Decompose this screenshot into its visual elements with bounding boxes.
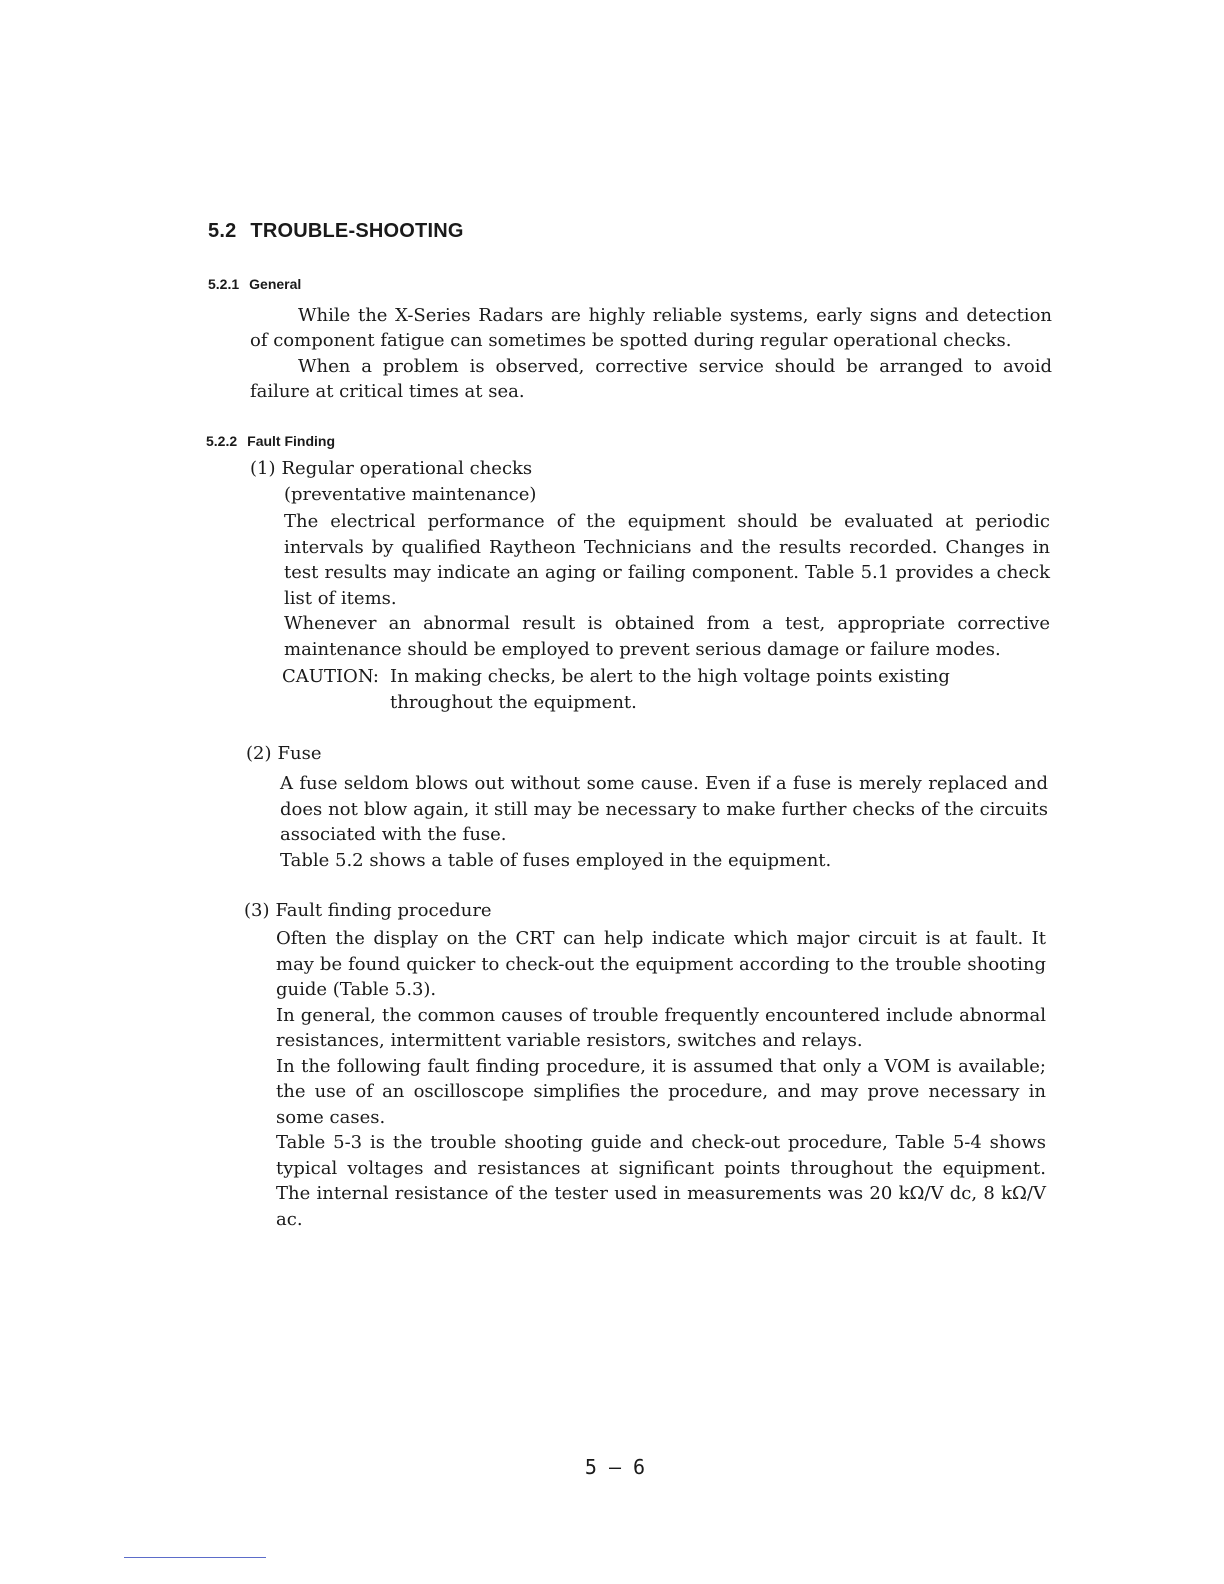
section-title: TROUBLE-SHOOTING: [250, 220, 464, 242]
item-number: (2): [246, 743, 272, 764]
section-heading: [208, 220, 464, 243]
item-number: (1): [250, 458, 276, 479]
caution-label: CAUTION:: [282, 666, 379, 687]
item-paragraph: In the following fault finding procedure, it is assumed that only a VOM is available; the use of an oscilloscope simplifies the procedure, and may prove necessary in some cases.: [276, 1055, 1046, 1128]
item-paragraph: In general, the common causes of trouble frequently encountered include abnormal resistances, intermittent variable resistors, switches and relays.: [276, 1004, 1046, 1051]
item-number: (3): [244, 900, 270, 921]
item-title: [244, 898, 492, 923]
subsection-heading-fault-finding: [206, 433, 335, 449]
item-paragraph: A fuse seldom blows out without some cause. Even if a fuse is merely replaced and does not blow again, it still may be necessary to make further checks of the circuits associated with the fuse.: [280, 773, 1048, 845]
item-paragraph: Whenever an abnormal result is obtained from a test, appropriate corrective maintenance should be employed to prevent serious damage or failure modes.: [284, 613, 1050, 660]
item-body: [284, 509, 1050, 662]
page-number: 5 – 6: [584, 1455, 646, 1479]
subsection-number: 5.2.2: [206, 433, 238, 449]
subsection-title: Fault Finding: [247, 433, 336, 449]
subsection-number: 5.2.1: [208, 276, 240, 292]
item-title: [250, 456, 532, 481]
caution-text: In making checks, be alert to the high voltage points existing throughout the equipment.: [390, 666, 950, 713]
item-paragraph: Often the display on the CRT can help indicate which major circuit is at fault. It may be found quicker to check-out the equipment according to the trouble shooting guide (Table 5.3).: [276, 928, 1046, 1000]
item-title-text: Fault finding procedure: [275, 900, 492, 921]
item-body: [276, 926, 1046, 1232]
item-title-text: Regular operational checks: [281, 458, 533, 479]
subsection-title: General: [249, 276, 302, 292]
item-paragraph: The electrical performance of the equipment should be evaluated at periodic intervals by qualified Raytheon Technicians and the results recorded. Changes in test results may indicate an aging or failing component. Table 5.1 provides a check list of items.: [284, 511, 1050, 609]
item-body: [280, 771, 1048, 873]
item-paragraph: Table 5-3 is the trouble shooting guide and check-out procedure, Table 5-4 shows typical voltages and resistances at significant points throughout the equipment. The internal resistance of the tester used in measurements was 20 kΩ/V dc, 8 kΩ/V ac.: [276, 1132, 1046, 1230]
caution-note: [282, 664, 1052, 716]
footer-rule: [124, 1557, 266, 1558]
subsection-heading-general: [208, 276, 301, 292]
general-paragraph: When a problem is observed, corrective service should be arranged to avoid failure at critical times at sea.: [250, 356, 1052, 402]
general-paragraph: While the X-Series Radars are highly reliable systems, early signs and detection of component fatigue can sometimes be spotted during regular operational checks.: [250, 305, 1052, 351]
item-title-text: Fuse: [277, 743, 322, 764]
item-title: [246, 741, 321, 766]
section-number: 5.2: [208, 220, 237, 242]
item-subtitle: (preventative maintenance): [284, 484, 537, 505]
item-paragraph: Table 5.2 shows a table of fuses employed in the equipment.: [280, 849, 832, 871]
